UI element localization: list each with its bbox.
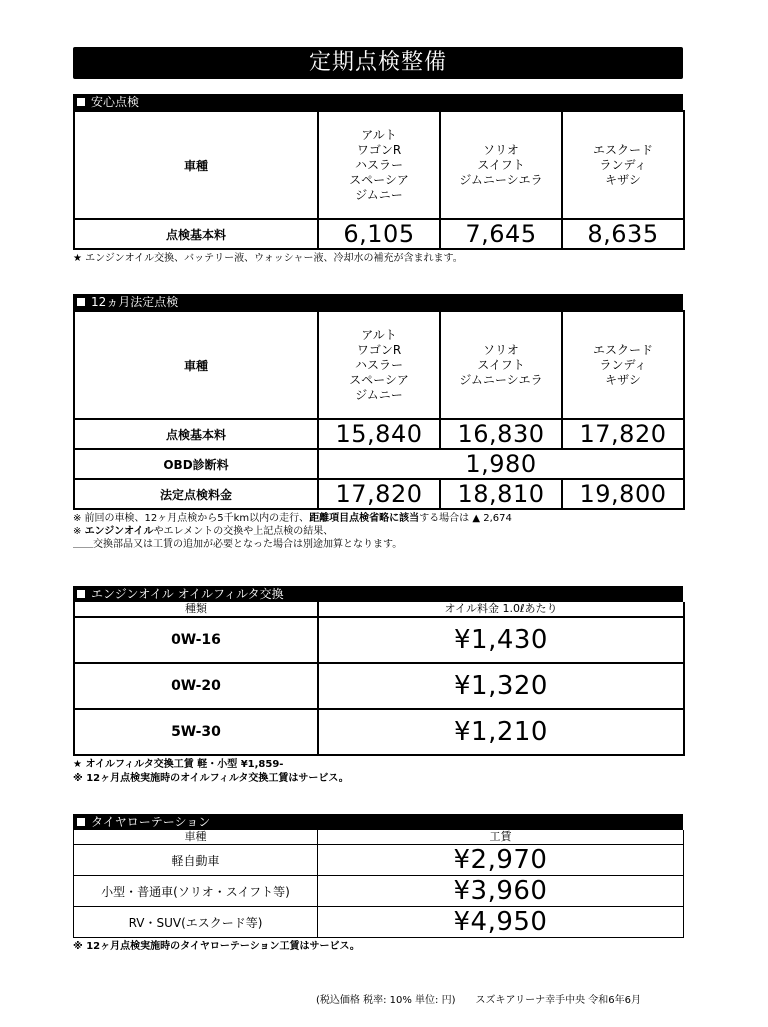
section-heading-legal12 xyxy=(73,294,683,310)
section-heading-text: 12ヵ月法定点検 xyxy=(91,295,179,309)
square-bullet-icon xyxy=(77,590,85,598)
section-heading-tire xyxy=(73,814,683,830)
oil-type: 0W-20 xyxy=(74,663,318,709)
model-group-2: ソリオ スイフト ジムニーシエラ xyxy=(440,111,562,219)
document xyxy=(73,47,683,954)
base-fee-value: 8,635 xyxy=(562,219,684,249)
oil-note-1: ★ オイルフィルタ交換工賃 軽・小型 ¥1,859- xyxy=(73,759,284,770)
note-text: ※ 前回の車検、12ヶ月点検から5千km以内の走行、 xyxy=(73,513,310,524)
footer-text: (税込価格 税率: 10% 単位: 円) スズキアリーナ幸手中央 令和6年6月 xyxy=(316,995,641,1006)
label-model: 車種 xyxy=(74,111,318,219)
anshin-note: ★ エンジンオイル交換、バッテリー液、ウォッシャー液、冷却水の補充が含まれます。 xyxy=(73,253,463,264)
tire-model: RV・SUV(エスクード等) xyxy=(74,907,318,938)
label-model: 車種 xyxy=(74,311,318,419)
model-group-2: ソリオ スイフト ジムニーシエラ xyxy=(440,311,562,419)
base-fee-value: 16,830 xyxy=(440,419,562,449)
legal12-note-1 xyxy=(73,512,683,525)
model-group-1: アルト ワゴンR ハスラー スペーシア ジムニー xyxy=(318,111,440,219)
model-group-3: エスクード ランディ キザシ xyxy=(562,111,684,219)
square-bullet-icon xyxy=(77,818,85,826)
page-title: 定期点検整備 xyxy=(73,47,683,79)
section-heading-oil xyxy=(73,586,683,602)
base-fee-value: 6,105 xyxy=(318,219,440,249)
tire-table xyxy=(73,830,684,938)
oil-price: ¥1,430 xyxy=(318,617,684,663)
legal12-note-3: ＿＿交換部品又は工賃の追加が必要となった場合は別途加算となります。 xyxy=(73,539,403,550)
tire-fee: ¥4,950 xyxy=(318,907,684,938)
base-fee-value: 15,840 xyxy=(318,419,440,449)
model-group-1: アルト ワゴンR ハスラー スペーシア ジムニー xyxy=(318,311,440,419)
legal-fee-value: 17,820 xyxy=(318,479,440,509)
note-text: やエレメントの交換や上記点検の結果、 xyxy=(153,526,334,537)
label-base-fee: 点検基本料 xyxy=(74,419,318,449)
obd-fee-value: 1,980 xyxy=(318,449,684,479)
tire-fee: ¥3,960 xyxy=(318,876,684,907)
base-fee-value: 17,820 xyxy=(562,419,684,449)
tire-model: 小型・普通車(ソリオ・スイフト等) xyxy=(74,876,318,907)
note-text: する場合は ▲ 2,674 xyxy=(419,513,512,524)
oil-type: 5W-30 xyxy=(74,709,318,755)
col-header-model: 車種 xyxy=(74,830,318,845)
col-header-fee: 工賃 xyxy=(318,830,684,845)
oil-price: ¥1,320 xyxy=(318,663,684,709)
oil-type: 0W-16 xyxy=(74,617,318,663)
oil-table xyxy=(73,602,685,756)
section-heading-anshin xyxy=(73,94,683,110)
section-heading-text: エンジンオイル オイルフィルタ交換 xyxy=(91,587,284,601)
square-bullet-icon xyxy=(77,298,85,306)
legal12-note-2 xyxy=(73,525,683,538)
tire-model: 軽自動車 xyxy=(74,845,318,876)
legal-fee-value: 18,810 xyxy=(440,479,562,509)
legal12-table xyxy=(73,310,685,510)
label-base-fee: 点検基本料 xyxy=(74,219,318,249)
section-heading-text: タイヤローテーション xyxy=(91,815,211,829)
model-group-3: エスクード ランディ キザシ xyxy=(562,311,684,419)
oil-price: ¥1,210 xyxy=(318,709,684,755)
note-emphasis: 距離項目点検省略に該当 xyxy=(309,513,420,524)
tire-fee: ¥2,970 xyxy=(318,845,684,876)
section-heading-text: 安心点検 xyxy=(91,95,140,109)
anshin-table xyxy=(73,110,685,250)
col-header-price: オイル料金 1.0ℓあたり xyxy=(318,602,684,617)
label-obd-fee: OBD診断料 xyxy=(74,449,318,479)
square-bullet-icon xyxy=(77,98,85,106)
col-header-type: 種類 xyxy=(74,602,318,617)
note-text: ※ xyxy=(73,526,85,537)
oil-note-2: ※ 12ヶ月点検実施時のオイルフィルタ交換工賃はサービス。 xyxy=(73,773,349,784)
tire-note: ※ 12ヶ月点検実施時のタイヤローテーション工賃はサービス。 xyxy=(73,941,360,952)
note-emphasis: エンジンオイル xyxy=(84,526,154,537)
label-legal-fee: 法定点検料金 xyxy=(74,479,318,509)
base-fee-value: 7,645 xyxy=(440,219,562,249)
legal-fee-value: 19,800 xyxy=(562,479,684,509)
